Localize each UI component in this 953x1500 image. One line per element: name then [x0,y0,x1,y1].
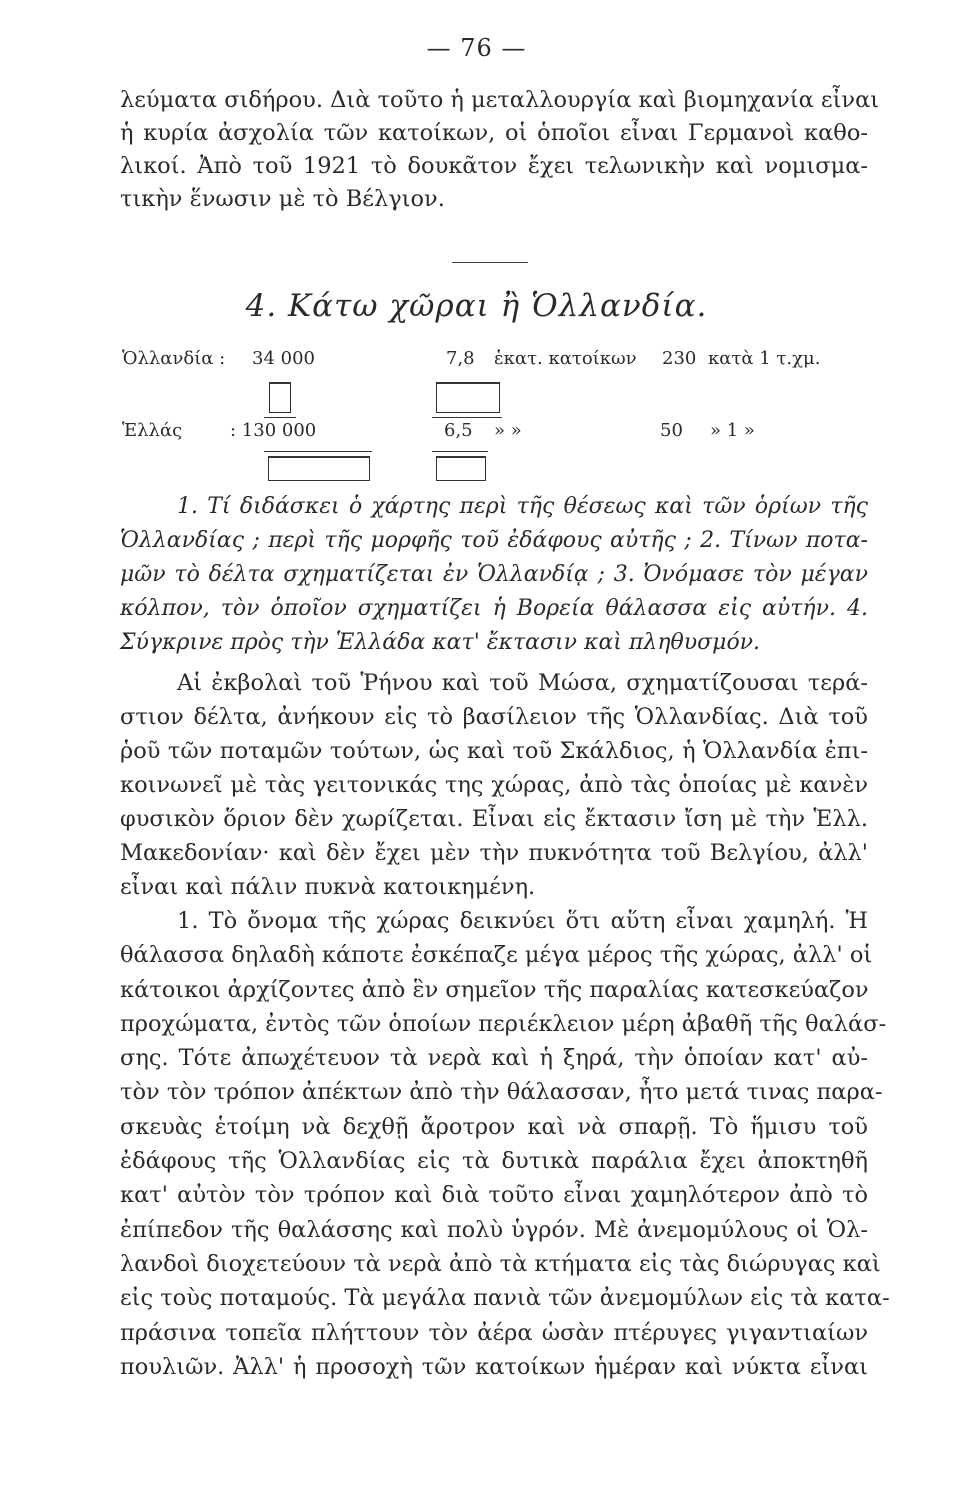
text-line: θάλασσα δηλαδὴ κάποτε ἐσκέπαζε μέγα μέρος τῆς χώρας, ἀλλ' οἱ [120,942,873,969]
area-box-greece-top [264,451,372,452]
area-value: 34 000 [252,348,315,369]
page-number: — 76 — [426,34,527,62]
section-heading: 4. Κάτω χῶραι ἢ Ὁλλανδία. [245,288,708,324]
text-line: φυσικὸν ὅριον δὲν χωρίζεται. Εἶναι εἰς ἔκτασιν ἴση μὲ τὴν Ἑλλ. [120,806,868,832]
density-value: 230 [662,348,697,369]
population-value: 6,5 [444,420,473,441]
text-line: Αἱ ἐκβολαὶ τοῦ Ῥήνου καὶ τοῦ Μώσα, σχηματίζουσαι τερά- [177,670,868,696]
population-box-greece [436,456,486,481]
text-line: στιον δέλτα, ἀνήκουν εἰς τὸ βασίλειον τῆς Ὁλλανδίας. Διὰ τοῦ [120,704,868,730]
text-line: λεύματα σιδήρου. Διὰ τοῦτο ἡ μεταλλουργία καὶ βιομηχανία εἶναι [120,87,880,113]
area-value: : 130 000 [230,420,317,441]
text-line: κοινωνεῖ μὲ τὰς γειτονικάς της χώρας, ἀπὸ τὰς ὁποίας μὲ κανὲν [120,772,868,798]
questions-block [120,490,868,660]
density-unit: κατὰ 1 τ.χμ. [708,348,821,369]
text-line: σης. Τότε ἀπωχέτευον τὰ νερὰ καὶ ἡ ξηρά, τὴν ὁποίαν κατ' αὐ- [120,1045,868,1072]
text-line: προχώματα, ἐντὸς τῶν ὁποίων περιέκλειον μέρη ἀβαθῆ τῆς θαλάσ- [120,1010,887,1037]
text-line: σκευὰς ἑτοίμη νὰ δεχθῇ ἄροτρον καὶ νὰ σπαρῇ. Τὸ ἥμισυ τοῦ [120,1113,868,1140]
population-box-netherlands-base [432,417,502,418]
text-line: μῶν τὸ δέλτα σχηματίζεται ἐν Ὁλλανδίᾳ ; 3. Ὀνόμασε τὸν μέγαν [120,562,868,587]
population-unit: » » [494,420,522,441]
text-line: λανδοὶ διοχετεύουν τὰ νερὰ ἀπὸ τὰ κτήματα εἰς τὰς διώρυγας καὶ [120,1250,881,1277]
intro-paragraph [120,84,880,216]
section-divider [452,262,528,263]
text-line: κάτοικοι ἀρχίζοντες ἀπὸ ἓν σημεῖον τῆς παραλίας κατεσκεύαζον [120,976,869,1003]
area-box-greece [268,456,370,481]
population-box-netherlands [436,382,500,413]
population-box-greece-top [432,451,488,452]
text-line: 1. Τὸ ὄνομα τῆς χώρας δεικνύει ὅτι αὕτη εἶναι χαμηλή. Ἡ [177,908,868,934]
paragraph-rhine-delta [120,666,868,904]
area-box-netherlands-base [264,417,296,418]
text-line: εἶναι καὶ πάλιν πυκνὰ κατοικημένη. [120,874,536,900]
population-value: 7,8 [446,348,475,369]
text-line: τὸν τὸν τρόπον ἀπέκτων ἀπὸ τὴν θάλασσαν, ἦτο μετά τινας παρα- [120,1079,883,1106]
text-line: ῥοῦ τῶν ποταμῶν τούτων, ὡς καὶ τοῦ Σκάλδιος, ἡ Ὁλλανδία ἐπι- [120,738,868,764]
text-line: πράσινα τοπεῖα πλήττουν τὸν ἀέρα ὡσὰν πτέρυγες γιγαντιαίων [120,1319,868,1346]
text-line: ἐδάφους τῆς Ὁλλανδίας εἰς τὰ δυτικὰ παράλια ἔχει ἀποκτηθῆ [120,1148,868,1175]
text-line: Ὁλλανδίας ; περὶ τῆς μορφῆς τοῦ ἐδάφους αὐτῆς ; 2. Τίνων ποτα- [120,528,868,553]
paragraph-low-land [120,904,890,1384]
text-line: 1. Τί διδάσκει ὁ χάρτης περὶ τῆς θέσεως καὶ τῶν ὁρίων τῆς [177,494,868,519]
text-line: λικοί. Ἀπὸ τοῦ 1921 τὸ δουκᾶτον ἔχει τελωνικὴν καὶ νομισμα- [120,153,868,179]
text-line: ἡ κυρία ἀσχολία τῶν κατοίκων, οἱ ὁποῖοι εἶναι Γερμανοὶ καθο- [120,120,868,146]
population-unit: ἑκατ. κατοίκων [494,348,637,369]
text-line: εἰς τοὺς ποταμούς. Τὰ μεγάλα πανιὰ τῶν ἀνεμομύλων εἰς τὰ κατα- [120,1285,890,1312]
text-line: τικὴν ἕνωσιν μὲ τὸ Βέλγιον. [120,186,445,212]
country-name: Ἑλλάς [122,420,183,441]
text-line: ἐπίπεδον τῆς θαλάσσης καὶ πολὺ ὑγρόν. Μὲ ἀνεμομύλους οἱ Ὁλ- [120,1216,868,1243]
density-value: 50 [660,420,683,441]
text-line: πουλιῶν. Ἀλλ' ἡ προσοχὴ τῶν κατοίκων ἡμέραν καὶ νύκτα εἶναι [120,1353,868,1380]
country-name: Ὁλλανδία : [122,348,226,369]
area-box-netherlands [269,382,291,413]
text-line: Σύγκρινε πρὸς τὴν Ἑλλάδα κατ' ἔκτασιν καὶ πληθυσμόν. [120,630,761,655]
text-line: Μακεδονίαν· καὶ δὲν ἔχει μὲν τὴν πυκνότητα τοῦ Βελγίου, ἀλλ' [120,840,868,866]
density-unit: » 1 » [710,420,755,441]
text-line: κόλπον, τὸν ὁποῖον σχηματίζει ἡ Βορεία θάλασσα εἰς αὐτήν. 4. [120,596,868,621]
text-line: κατ' αὐτὸν τὸν τρόπον καὶ διὰ τοῦτο εἶναι χαμηλότερον ἀπὸ τὸ [120,1182,868,1209]
